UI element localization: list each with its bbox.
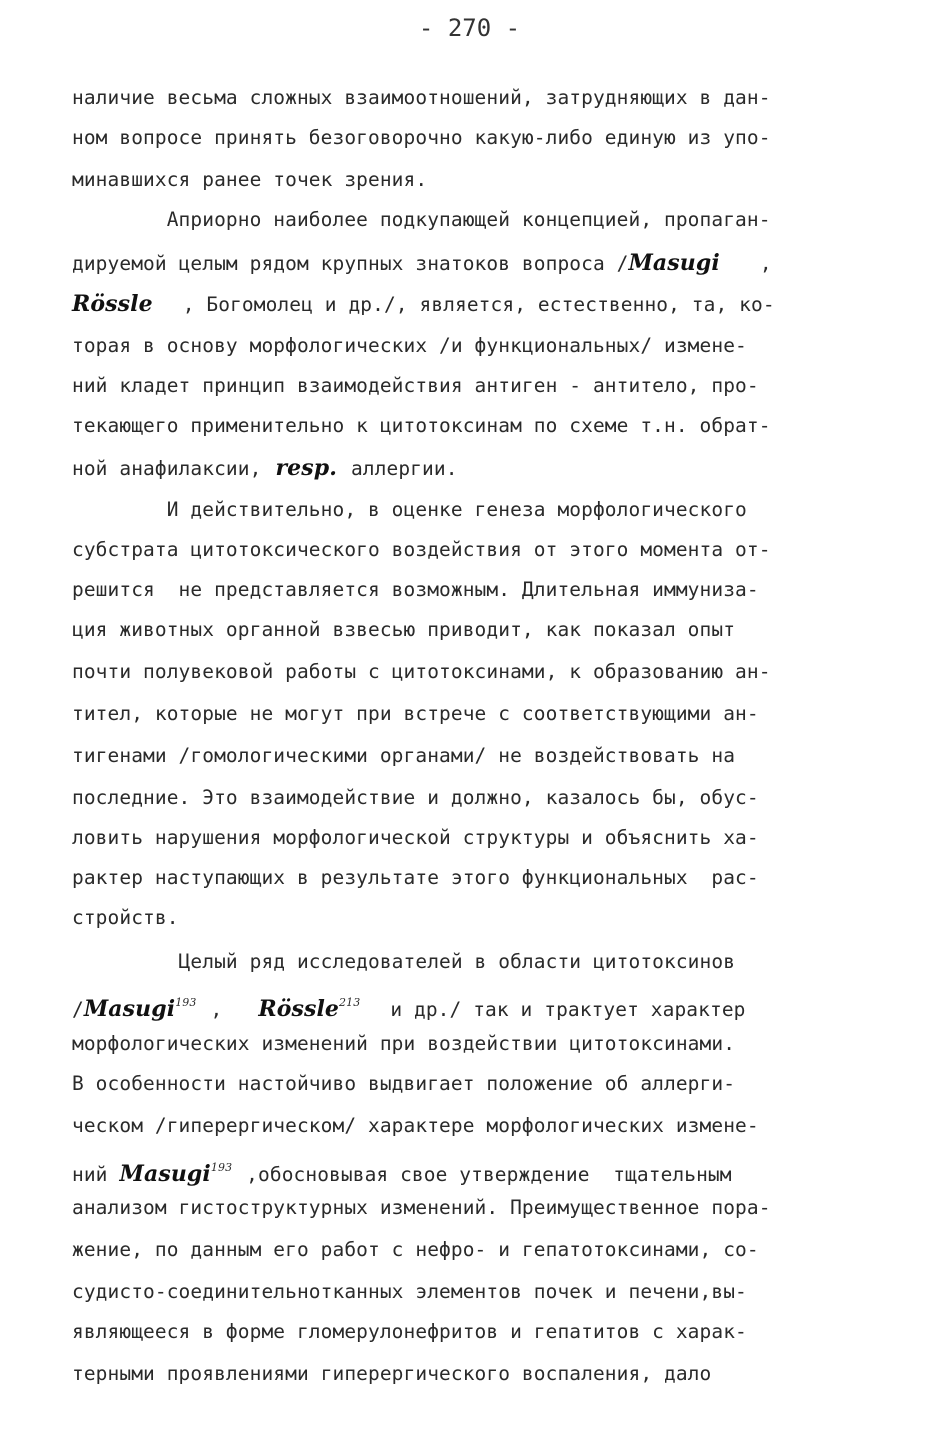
reference-number: 213: [339, 996, 361, 1009]
text-line: последние. Это взаимодействие и должно, казалось бы, обус-: [72, 786, 759, 809]
text-line: стройств.: [72, 906, 179, 929]
text-line: судисто-соединительнотканных элементов почек и печени,вы-: [72, 1280, 747, 1303]
text-line: жение, по данным его работ с нефро- и гепатотоксинами, со-: [72, 1238, 759, 1261]
text-line: терными проявлениями гиперергического воспаления, дало: [72, 1362, 712, 1385]
text-fragment: ний: [72, 1163, 108, 1186]
text-line: рактер наступающих в результате этого функциональных рас-: [72, 866, 759, 889]
text-line: [72, 448, 872, 488]
text-line: ция животных органной взвесью приводит, как показал опыт: [72, 618, 736, 641]
text-line: решится не представляется возможным. Длительная иммуниза-: [72, 578, 759, 601]
text-line: тител, которые не могут при встрече с соответствующими ан-: [72, 702, 759, 725]
text-line: [72, 284, 872, 324]
handwritten-resp: resp.: [275, 455, 337, 481]
text-line: ловить нарушения морфологической структуры и объяснить ха-: [72, 826, 759, 849]
text-fragment: дируемой целым рядом крупных знатоков вопроса /: [72, 252, 629, 275]
text-line: И действительно, в оценке генеза морфологического: [72, 498, 747, 521]
handwritten-name-masugi: Masugi: [119, 1161, 211, 1187]
text-fragment: ,: [210, 998, 223, 1021]
text-line: [72, 1148, 872, 1188]
text-fragment: /: [72, 998, 84, 1021]
text-line: морфологических изменений при воздействии цитотоксинами.: [72, 1032, 736, 1055]
text-line: ний кладет принцип взаимодействия антиген - антитело, про-: [72, 374, 759, 397]
handwritten-name-rossle: Rössle: [72, 291, 153, 317]
text-line: ном вопросе принять безоговорочно какую-либо единую из упо-: [72, 126, 771, 149]
page-number: - 270 -: [418, 14, 521, 42]
text-fragment: , Богомолец и др./, является, естественно, та, ко-: [182, 293, 775, 316]
reference-number: 193: [175, 996, 197, 1009]
text-fragment: аллергии.: [350, 457, 458, 480]
text-line: В особенности настойчиво выдвигает положение об аллерги-: [72, 1072, 736, 1095]
text-line: ческом /гиперергическом/ характере морфологических измене-: [72, 1114, 759, 1137]
text-line: Целый ряд исследователей в области цитотоксинов: [72, 950, 736, 973]
text-line: [72, 983, 872, 1023]
text-fragment: ,: [759, 252, 772, 275]
handwritten-name-masugi: Masugi: [628, 250, 720, 276]
text-line: почти полувековой работы с цитотоксинами, к образованию ан-: [72, 660, 771, 683]
text-line: являющееся в форме гломерулонефритов и гепатитов с харак-: [72, 1320, 747, 1343]
text-line: тигенами /гомологическими органами/ не воздействовать на: [72, 744, 736, 767]
text-line: минавшихся ранее точек зрения.: [72, 168, 428, 191]
text-line: анализом гистоструктурных изменений. Преимущественное пора-: [72, 1196, 771, 1219]
text-fragment: ной анафилаксии,: [72, 457, 262, 480]
text-line: торая в основу морфологических /и функциональных/ измене-: [72, 334, 747, 357]
reference-number: 193: [210, 1161, 233, 1174]
text-line: текающего применительно к цитотоксинам по схеме т.н. обрат-: [72, 414, 771, 437]
text-fragment: ,обосновывая свое утверждение тщательным: [246, 1163, 732, 1186]
text-fragment: и др./ так и трактует характер: [390, 998, 746, 1021]
handwritten-name-rossle: Rössle: [258, 996, 340, 1022]
handwritten-name-masugi: Masugi: [83, 996, 176, 1022]
text-line: субстрата цитотоксического воздействия от этого момента от-: [72, 538, 771, 561]
text-line: наличие весьма сложных взаимоотношений, затрудняющих в дан-: [72, 86, 771, 109]
text-line: Априорно наиболее подкупающей концепцией, пропаган-: [72, 208, 771, 231]
text-line: [72, 243, 872, 283]
